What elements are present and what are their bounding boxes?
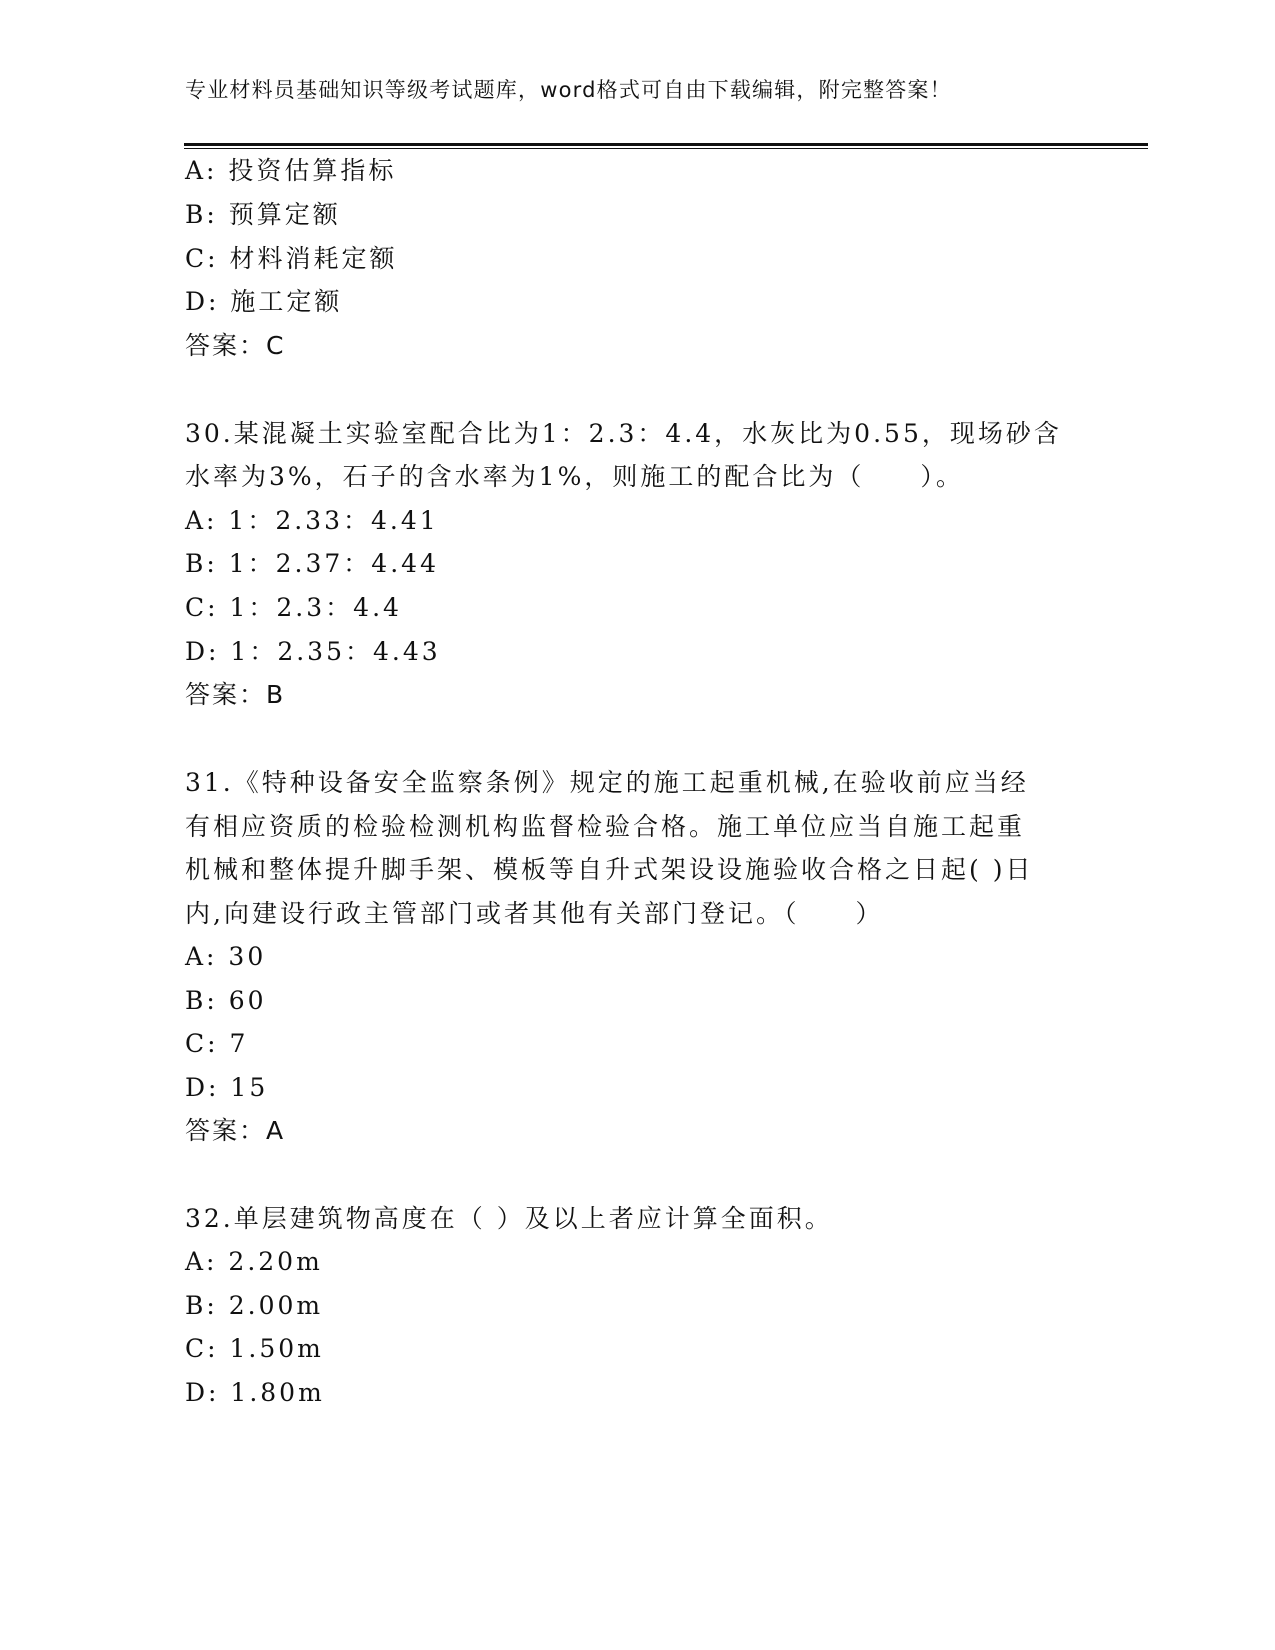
q31-stem-line-2: 有相应资质的检验检测机构监督检验合格。施工单位应当自施工起重 [185, 812, 1026, 841]
page-header: 专业材料员基础知识等级考试题库，word格式可自由下载编辑，附完整答案！ [185, 78, 952, 102]
q30-option-b: B: 1：2.37：4.44 [185, 549, 439, 578]
q31-stem-line-4: 内,向建设行政主管部门或者其他有关部门登记。（ ） [185, 899, 884, 928]
q32-option-d: D: 1.80m [185, 1378, 325, 1407]
q30-option-a: A: 1：2.33：4.41 [185, 506, 439, 535]
q29-answer: 答案：C [185, 331, 286, 360]
q29-option-a: A: 投资估算指标 [185, 156, 397, 185]
q29-option-d: D: 施工定额 [185, 287, 343, 316]
q30-stem-line-1: 30.某混凝土实验室配合比为1：2.3：4.4，水灰比为0.55，现场砂含 [185, 419, 1062, 448]
q29-option-c: C: 材料消耗定额 [185, 244, 398, 273]
q31-option-d: D: 15 [185, 1073, 269, 1102]
q31-option-a: A: 30 [185, 942, 267, 971]
q31-stem-line-3: 机械和整体提升脚手架、模板等自升式架设设施验收合格之日起( )日 [185, 855, 1034, 884]
q31-answer: 答案：A [185, 1116, 286, 1145]
header-divider [184, 143, 1148, 149]
q32-option-a: A: 2.20m [185, 1247, 323, 1276]
q31-stem-line-1: 31.《特种设备安全监察条例》规定的施工起重机械,在验收前应当经 [185, 768, 1029, 797]
q30-option-d: D: 1：2.35：4.43 [185, 637, 441, 666]
q30-option-c: C: 1：2.3：4.4 [185, 593, 402, 622]
q31-option-c: C: 7 [185, 1029, 249, 1058]
q30-answer: 答案：B [185, 680, 286, 709]
q32-option-b: B: 2.00m [185, 1291, 324, 1320]
q32-stem-line-1: 32.单层建筑物高度在（ ）及以上者应计算全面积。 [185, 1204, 833, 1233]
q32-option-c: C: 1.50m [185, 1334, 324, 1363]
q31-option-b: B: 60 [185, 986, 267, 1015]
q29-option-b: B: 预算定额 [185, 200, 341, 229]
q30-stem-line-2: 水率为3%，石子的含水率为1%，则施工的配合比为（ ）。 [185, 462, 964, 491]
